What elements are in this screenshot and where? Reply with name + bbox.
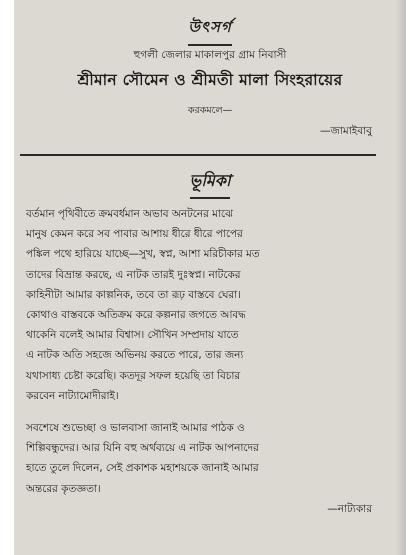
preface-line: মানুষ কেমন করে সব পাবার আশায় ধীরে ধীরে পাপের [26, 228, 243, 241]
section-divider [20, 154, 376, 156]
preface-line: যথাসাধ্য চেষ্টা করেছি। কতদূর সফল হয়েছি তা বিচার [26, 369, 241, 382]
dedication-heading [14, 16, 406, 46]
preface-line: থাকেনি বলেই আমার বিশ্বাস। সৌখিন সম্প্রদায় যাতে [26, 329, 239, 342]
preface-line: বর্তমান পৃথিবীতে ক্রমবর্ধমান অভাব অনটনের মাঝে [26, 208, 233, 220]
preface-body [26, 204, 382, 499]
dedication-names: শ্রীমান সৌমেন ও শ্রীমতী মালা সিংহরায়ের [77, 71, 343, 89]
dedication-underline [188, 44, 232, 46]
dedication-signature: —জামাইবাবু [319, 125, 372, 137]
preface-signature: —নাট্যকার [327, 503, 372, 515]
paragraph-gap [26, 406, 382, 418]
preface-underline [190, 197, 230, 199]
page-edge-shadow [396, 0, 406, 555]
dedication-title: উৎসর্গ [188, 18, 232, 36]
preface-line: এ নাটক অতি সহজে অভিনয় করতে পারে, তার জন্য [26, 349, 244, 362]
preface-line: কোথাও বাস্তবকে অতিক্রম করে কল্পনার জগতে আবদ্ধ [26, 309, 246, 322]
preface-line: হাতে তুলে দিলেন, সেই প্রকাশক মহাশয়কে জানাই আমার [26, 462, 259, 475]
preface-line: করবেন নাট্যামোদীরাই। [26, 389, 119, 402]
dedication-place: হুগলী জেলার মাকালপুর গ্রাম নিবাসী [133, 49, 287, 61]
book-page [14, 0, 406, 555]
preface-line: তাদের বিভ্রান্ত করছে, এ নাটক তারই দুঃস্বপ্ন। নাটকের [26, 268, 241, 281]
preface-line: পঙ্কিল পথে হারিয়ে যাচ্ছে—সুখ, স্বপ্ন, আশা মরিচীকার মত [26, 248, 260, 261]
preface-heading [14, 168, 406, 199]
preface-line: সবশেষে শুভেচ্ছা ও ভালবাসা জানাই আমার পাঠক ও [26, 422, 245, 435]
preface-line: অন্তরের কৃতজ্ঞতা। [26, 482, 101, 495]
preface-line: শিল্পিবন্ধুদের। আর যিনি বহু অর্থব্যয়ে এ নাটক আপনাদের [26, 442, 259, 455]
preface-line: কাহিনীটা আমার কাল্পনিক, তবে তা রূঢ় বাস্তবে ঘেরা। [26, 288, 241, 301]
dedication-karakamale: করকমলে— [187, 105, 233, 116]
preface-title: ভূমিকা [189, 171, 231, 190]
